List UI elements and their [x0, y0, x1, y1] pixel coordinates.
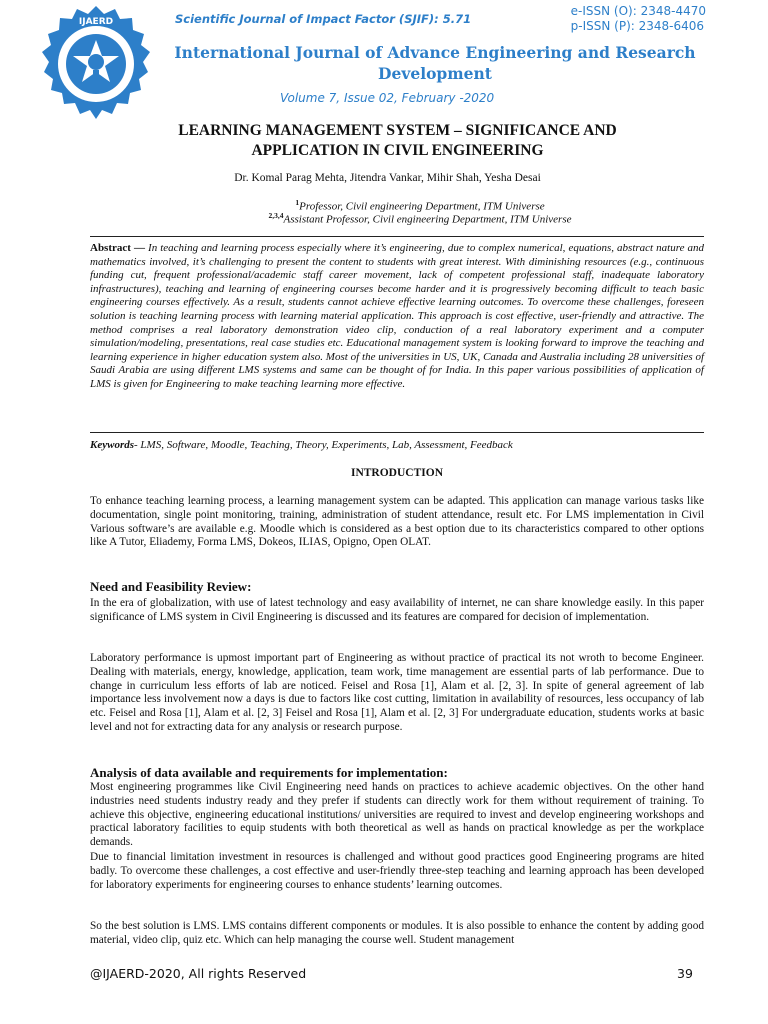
paper-title-line1: LEARNING MANAGEMENT SYSTEM – SIGNIFICANCE AND: [178, 122, 617, 139]
affiliation-2-sup: 2,3,4: [268, 211, 284, 220]
journal-name-line2: Development: [378, 64, 492, 83]
abstract: [90, 242, 704, 392]
abstract-bottom-rule: [90, 432, 704, 433]
eissn: e-ISSN (O): 2348-4470: [570, 4, 706, 18]
footer-page-number: 39: [677, 966, 693, 981]
analysis-heading: Analysis of data available and requirements for implementation:: [90, 765, 448, 780]
abstract-top-rule: [90, 236, 704, 237]
journal-name: [165, 42, 705, 84]
pissn: p-ISSN (P): 2348-6406: [570, 19, 705, 33]
keywords-label: Keywords: [90, 439, 134, 451]
analysis-paragraph-3: So the best solution is LMS. LMS contains different components or modules. It is also possible to enhance the content by adding good material, video clip, quiz etc. Which can help managing the course well. Student management: [90, 920, 704, 946]
keywords-text: - LMS, Software, Moodle, Teaching, Theory, Experiments, Lab, Assessment, Feedback: [134, 439, 513, 451]
journal-logo: [32, 4, 160, 132]
abstract-label: Abstract: [90, 242, 131, 254]
need-heading: Need and Feasibility Review:: [90, 579, 252, 594]
affiliation-1-text: Professor, Civil engineering Department, ITM Universe: [299, 200, 545, 213]
abstract-text: In teaching and learning process especially where it’s engineering, due to complex numerical, equations, abstract nature and mathematics involved, it’s challenging to present the content to students with great interest. With diminishing resources (e.g., continuous funding cut, frequent professional/academic staff career movement, lack of competent professional staff, inadequate laboratory infrastructures), teaching and learning of engineering courses become harder and it is progressively becoming difficult to teach basic engineering courses effectively. As a result, students cannot achieve effective learning outcomes. To overcome these challenges, foreseen solution is teaching learning process with learning material application. This approach is cost effective, user-friendly and attractive. The method comprises a real laboratory demonstration video clip, conduction of a real laboratory experiment and a computer simulation/modeling, presentations, real case studies etc. Educational management system is looking forward to improve the teaching and learning experience in higher education system also. Most of the universities in US, UK, Canada and Australia including 28 universities of Saudi Arabia are using different LMS systems and same can be thought of for India. In this paper various possibilities of application of LMS is given for Engineering to make teaching learning more effective.: [90, 242, 704, 390]
need-paragraph-2: Laboratory performance is upmost important part of Engineering as without practice of practical its not wroth to become Engineer. Dealing with materials, energy, knowledge, application, team work, time management are essential parts of lab performance. Due to change in curriculum less efforts of lab are noticed. Feisel and Rosa [1], Alam et al. [2, 3]. In spite of general agreement of lab importance less involvement now a days is due to factors like cost cutting, limitation in availability of resources, less occupancy of lab etc. Feisel and Rosa [1], Alam et al. [2, 3] Feisel and Rosa [1], Alam et al. [2, 3] For undergraduate education, students works at basic level and not for extracting data for any analysis or research purpose.: [90, 652, 704, 733]
sjif-label: Scientific Journal of Impact Factor (SJIF): 5.71: [175, 12, 472, 26]
introduction-heading: INTRODUCTION: [350, 467, 443, 479]
issn-block: [571, 4, 706, 34]
paper-title-line2: APPLICATION IN CIVIL ENGINEERING: [251, 142, 544, 159]
analysis-paragraph-2: Due to financial limitation investment in resources is challenged and without good practices good Engineering programs are hited badly. To overcome these challenges, a cost effective and user-friendly three-step teaching and learning approach has been developed for laboratory experiments for engineering courses to enhance students’ learning outcomes.: [90, 851, 704, 891]
volume-issue: Volume 7, Issue 02, February -2020: [280, 91, 495, 105]
journal-name-line1: International Journal of Advance Engineering and Research: [174, 43, 696, 62]
abstract-dash: —: [130, 242, 149, 254]
footer-copyright: @IJAERD-2020, All rights Reserved: [90, 966, 307, 981]
need-paragraph-1: In the era of globalization, with use of latest technology and easy availability of internet, ne can share knowledge easily. In this paper significance of LMS system in Civil Engineering is discussed and its features are compared for decision of implementation.: [90, 597, 704, 623]
affiliation-1-sup: 1: [295, 198, 300, 207]
paper-title: [90, 121, 705, 161]
introduction-paragraph: To enhance teaching learning process, a learning management system can be adapted. This application can manage various tasks like documentation, single point monitoring, training, administration of student attendance, result etc. For LMS implementation in Civil Various software’s are available e.g. Moodle which is considered as a best option due to its characteristics compared to other options like A Tutor, Eliademy, Forma LMS, Dokeos, ILIAS, Opigno, Open OLAT.: [90, 495, 704, 549]
affiliation-2-text: Assistant Professor, Civil engineering Department, ITM Universe: [283, 213, 572, 226]
analysis-paragraph-1: Most engineering programmes like Civil Engineering need hands on practices to achieve academic objectives. On the other hand industries need students industry ready and they prefer if students can directly work for them without requirement of training. To achieve this objective, engineering educational institutions/ universities are required to invest and develop engineering workshops and practical laboratory facilities to equip students with both theoretical as well as hands on practical knowledge as per the workplace demands.: [90, 781, 704, 849]
affiliation-2: [200, 211, 640, 226]
logo-bulb-icon: [88, 54, 104, 70]
logo-text: IJAERD: [78, 17, 114, 27]
keywords: [90, 439, 704, 451]
authors: Dr. Komal Parag Mehta, Jitendra Vankar, Mihir Shah, Yesha Desai: [234, 172, 541, 184]
